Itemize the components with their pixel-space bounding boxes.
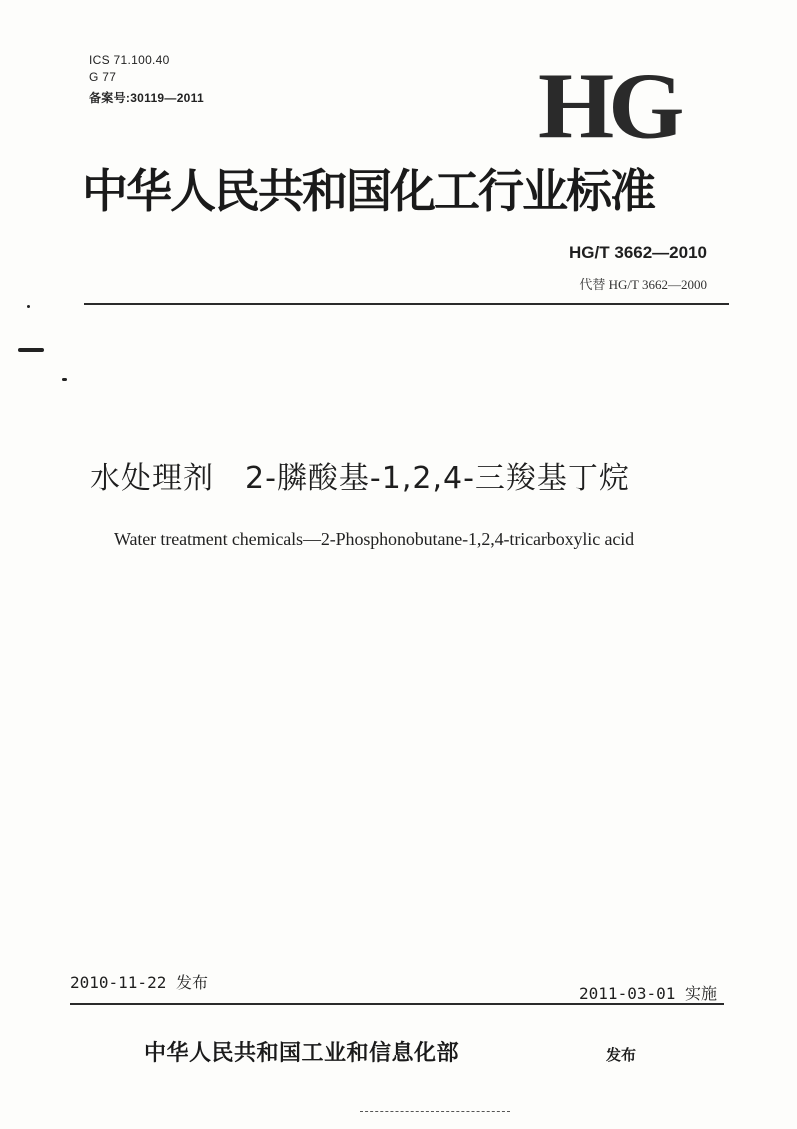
publication-date: 2010-11-22 发布 (70, 973, 208, 992)
footer-divider (70, 1003, 724, 1005)
document-title-english: Water treatment chemicals—2-Phosphonobutane-1,2,4-tricarboxylic acid (114, 529, 635, 549)
scan-artifact-line (360, 1111, 510, 1113)
replaces-standard: 代替 HG/T 3662—2000 (579, 277, 707, 292)
scan-mark (62, 378, 67, 381)
ics-code: ICS 71.100.40 (89, 53, 170, 67)
hg-logo: HG (538, 55, 679, 159)
scan-mark (18, 348, 44, 352)
header-divider (84, 303, 729, 305)
issuing-authority-suffix: 发布 (606, 1046, 637, 1064)
ccs-code: G 77 (89, 70, 117, 84)
scan-mark (27, 305, 30, 308)
issuing-authority: 中华人民共和国工业和信息化部 (144, 1040, 460, 1066)
document-title-chinese: 水处理剂 2-膦酸基-1,2,4-三羧基丁烷 (90, 461, 630, 496)
standard-category-title: 中华人民共和国化工行业标准 (82, 164, 654, 218)
implementation-date: 2011-03-01 实施 (579, 984, 717, 1003)
record-number: 备案号:30119—2011 (89, 91, 204, 105)
standard-number: HG/T 3662—2010 (569, 243, 707, 262)
